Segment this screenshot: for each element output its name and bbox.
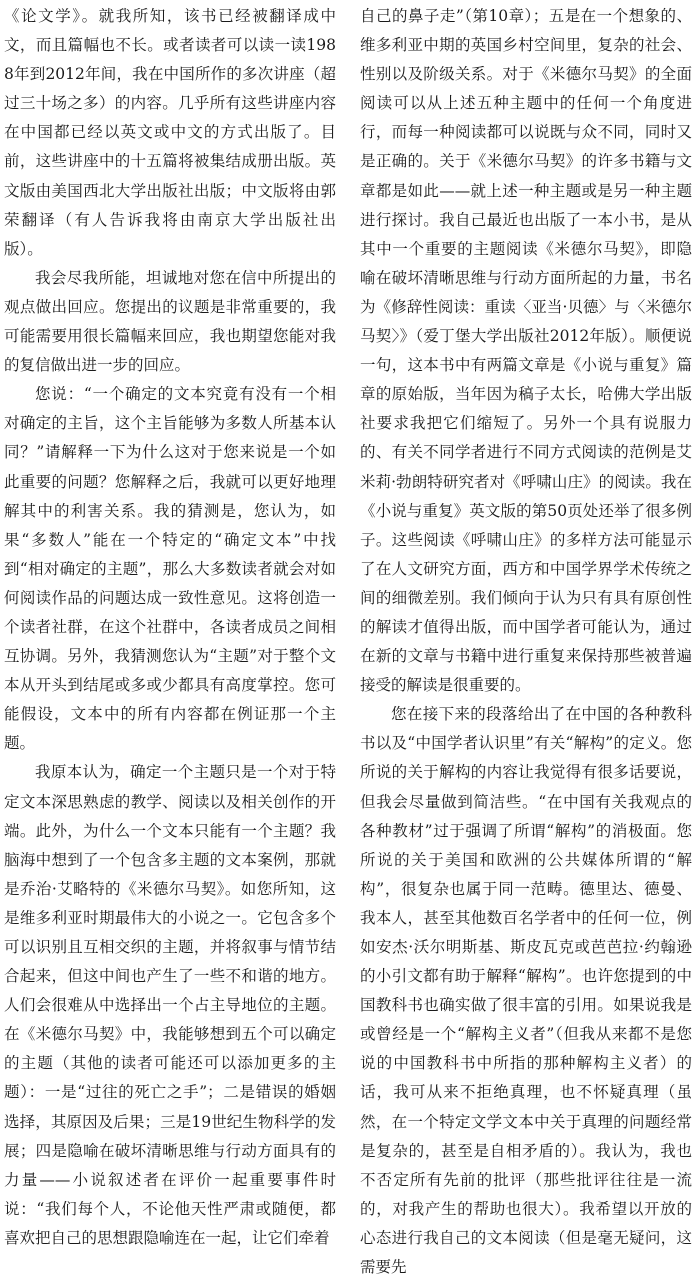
paragraph: 您在接下来的段落给出了在中国的各种教科书以及“中国学者认识里”有关“解构”的定义。您所说的关于解构的内容让我觉得有很多话要说，但我会尽量做到简洁些。“在中国有关我观点的各种教材”过于强调了所谓“解构”的消极面。您所说的关于美国和欧洲的公共媒体所谓的“解构”，很复杂也属于同一范畴。德里达、德曼、我本人，甚至其他数百名学者中的任何一位，例如安杰·沃尔明斯基、斯皮瓦克或芭芭拉·约翰逊的小引文都有助于解释“解构”。也许您提到的中国教科书也确实做了很丰富的引用。如果说我是或曾经是一个“解构主义者”（但我从来都不是您说的中国教科书中所指的那种解构主义者）的话，我可从来不拒绝真理，也不怀疑真理（虽然，在一个特定文学文本中关于真理的问题经常是复杂的，甚至是自相矛盾的）。我认为，我也不否定所有先前的批评（那些批评往往是一流的，对我产生的帮助也很大）。我希望以开放的心态进行我自己的文本阅读（但是毫无疑问，这需要先	[360, 705, 692, 1277]
paragraph: 您说：“一个确定的文本究竟有没有一个相对确定的主旨，这个主旨能够为多数人所基本认同？”请解释一下为什么这对于您来说是一个如此重要的问题？您解释之后，我就可以更好地理解其中的利害关系。我的猜测是，您认为，如果“多数人”能在一个特定的“确定文本”中找到“相对确定的主题”，那么大多数读者就会对如何阅读作品的问题达成一致性意见。这将创造一个读者社群，在这个社群中，各读者成员之间相互协调。另外，我猜测您认为“主题”对于整个文本从开头到结尾或多或少都具有高度掌控。您可能假设，文本中的所有内容都在例证那一个主题。	[4, 385, 336, 753]
paragraph: 我原本认为，确定一个主题只是一个对于特定文本深思熟虑的教学、阅读以及相关创作的开端。此外，为什么一个文本只能有一个主题？我脑海中想到了一个包含多主题的文本案例，那就是乔治·艾略特的《米德尔马契》。如您所知，这是维多利亚时期最伟大的小说之一。它包含多个可以识别且互相交织的主题，并将叙事与情节结合起来，但这中间也产生了一些不和谐的地方。人们会很难从中选择出一个占主导地位的主题。在《米德尔马契》中，我能够想到五个可以确定的主题（其他的读者可能还可以添加更多的主题）：一是“过往的死亡之手”；二是错误的婚姻选择，其原因及后果；三是19世纪生物科学的发展；四是隐喻在破坏清晰思维与行动方面具有的力量——小说叙述者在评价一起重要事件时说：“我们每个人，不论他天性严肃或随便，都喜欢把自己的思想跟隐喻连在一起，让它们牵着	[4, 763, 336, 1247]
right-column	[360, 2, 692, 1277]
paragraph-continuation: 《论文学》。就我所知，该书已经被翻译成中文，而且篇幅也不长。或者读者可以读一读1988年到2012年间，我在中国所作的多次讲座（超过三十场之多）的内容。几乎所有这些讲座内容在中国都已经以英文或中文的方式出版了。目前，这些讲座中的十五篇将被集结成册出版。英文版由美国西北大学出版社出版；中文版将由郭荣翻译（有人告诉我将由南京大学出版社出版）。	[4, 7, 336, 258]
left-column	[4, 2, 336, 1247]
paragraph: 我会尽我所能，坦诚地对您在信中所提出的观点做出回应。您提出的议题是非常重要的，我可能需要用很长篇幅来回应，我也期望您能对我的复信做出进一步的回应。	[4, 268, 336, 375]
paragraph-continuation: 自己的鼻子走”（第10章）；五是在一个想象的、维多利亚中期的英国乡村空间里，复杂的社会、性别以及阶级关系。对于《米德尔马契》的全面阅读可以从上述五种主题中的任何一个角度进行，而每一种阅读都可以说既与众不同，同时又是正确的。关于《米德尔马契》的许多书籍与文章都是如此——就上述一种主题或是另一种主题进行探讨。我自己最近也出版了一本小书，是从其中一个重要的主题阅读《米德尔马契》，即隐喻在破坏清晰思维与行动方面所起的力量，书名为《修辞性阅读：重读〈亚当·贝德〉与〈米德尔马契〉》（爱丁堡大学出版社2012年版）。顺便说一句，这本书中有两篇文章是《小说与重复》篇章的原始版，当年因为稿子太长，哈佛大学出版社要求我把它们缩短了。另外一个具有说服力的、有关不同学者进行不同方式阅读的范例是艾米莉·勃朗特研究者对《呼啸山庄》的阅读。我在《小说与重复》英文版的第50页处还举了很多例子。这些阅读《呼啸山庄》的多样方法可能显示了在人文研究方面，西方和中国学界学术传统之间的细微差别。我们倾向于认为只有具有原创性的解读才值得出版，而中国学者可能认为，通过在新的文章与书籍中进行重复来保持那些被普遍接受的解读是很重要的。	[360, 7, 692, 695]
